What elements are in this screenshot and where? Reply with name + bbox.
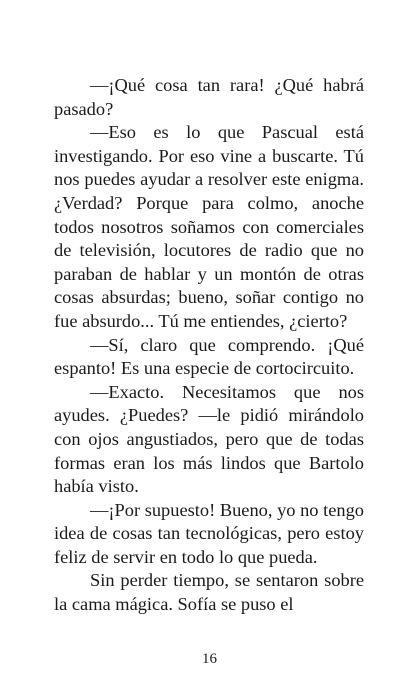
paragraph: —Eso es lo que Pascual está investigando. Por eso vine a buscarte. Tú nos puedes ayudar a resolver este enigma. ¿Verdad? Porque para colmo, anoche todos nosotros soñamos con comerciales de televisión, locutores de radio que no paraban de hablar y un montón de otras cosas absurdas; bueno, soñar contigo no fue absurdo... Tú me entiendes, ¿cierto? <box>54 122 364 331</box>
paragraph: —Sí, claro que comprendo. ¡Qué espanto! Es una especie de cortocircuito. <box>54 334 364 379</box>
body-text <box>54 74 364 617</box>
page-number: 16 <box>202 651 217 667</box>
paragraph: —¡Por supuesto! Bueno, yo no tengo idea de cosas tan tecnológicas, pero estoy feliz de servir en todo lo que pueda. <box>54 499 364 567</box>
paragraph: Sin perder tiempo, se sentaron sobre la cama mágica. Sofía se puso el <box>54 570 364 615</box>
paragraph: —¡Qué cosa tan rara! ¿Qué habrá pasado? <box>54 75 364 119</box>
paragraph: —Exacto. Necesitamos que nos ayudes. ¿Puedes? —le pidió mirándolo con ojos angustiados, pero que de todas formas eran los más lindos que Bartolo había visto. <box>54 381 364 497</box>
